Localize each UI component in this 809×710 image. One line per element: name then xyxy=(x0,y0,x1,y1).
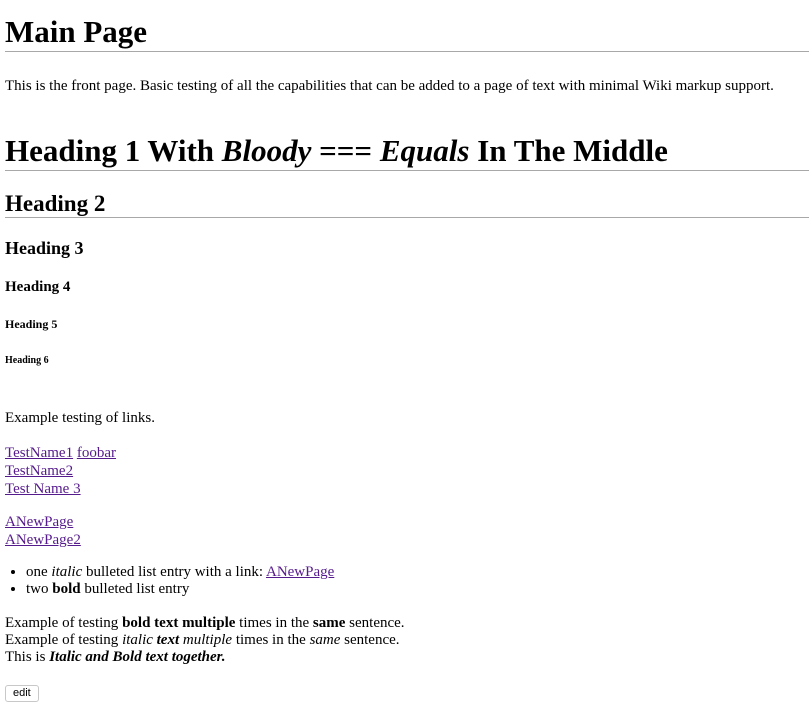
bulleted-list xyxy=(5,564,334,598)
link-block-new-pages xyxy=(5,513,81,549)
list-item-text: one xyxy=(26,564,52,580)
edit-button[interactable]: edit xyxy=(5,685,39,702)
heading-3: Heading 3 xyxy=(5,238,84,258)
heading-1-italic-equals: Equals xyxy=(379,133,470,168)
link-block-test-names xyxy=(5,444,116,498)
heading-5: Heading 5 xyxy=(5,317,58,331)
heading-1-tail: In The Middle xyxy=(469,133,668,168)
heading-4: Heading 4 xyxy=(5,279,71,295)
bold-italic-line xyxy=(5,649,225,665)
heading-1-equals: === xyxy=(311,133,380,168)
list-item-text: bulleted list entry with a link: xyxy=(82,564,266,580)
link-testname1[interactable]: TestName1 xyxy=(5,445,74,461)
italic-line xyxy=(5,632,400,648)
heading-6: Heading 6 xyxy=(5,355,49,366)
page-title: Main Page xyxy=(5,14,809,52)
text: times in the xyxy=(232,632,310,648)
italic-text: italic xyxy=(122,632,153,648)
list-item-link-anewpage[interactable]: ANewPage xyxy=(265,564,335,580)
text: Example of testing xyxy=(5,632,123,648)
text: sentence. xyxy=(345,615,405,631)
list-item-text: two xyxy=(26,581,53,597)
link-testname2[interactable]: TestName2 xyxy=(5,463,74,479)
list-item xyxy=(26,581,334,598)
list-item-text: bulleted list entry xyxy=(80,581,190,597)
bold-line xyxy=(5,615,405,631)
bold-text: same xyxy=(312,615,346,631)
link-test-name-3[interactable]: Test Name 3 xyxy=(5,481,81,497)
list-item xyxy=(26,564,334,581)
text: sentence. xyxy=(340,632,400,648)
link-anewpage[interactable]: ANewPage xyxy=(5,514,74,530)
heading-1-text: Heading 1 With xyxy=(5,133,222,168)
italic-text: multiple xyxy=(182,632,233,648)
bold-italic-text: text xyxy=(156,632,180,648)
heading-2: Heading 2 xyxy=(5,190,809,218)
formatting-paragraph xyxy=(5,615,405,666)
links-intro: Example testing of links. xyxy=(5,410,155,426)
list-item-bold: bold xyxy=(52,581,81,597)
heading-1 xyxy=(5,133,809,171)
list-item-italic: italic xyxy=(51,564,83,580)
link-foobar[interactable]: foobar xyxy=(76,445,116,461)
intro-paragraph: This is the front page. Basic testing of all the capabilities that can be added to a page of text with minimal Wiki markup support. xyxy=(5,78,774,94)
text: Example of testing xyxy=(5,615,123,631)
text: times in the xyxy=(235,615,313,631)
bold-text: bold text multiple xyxy=(122,615,236,631)
text: This is xyxy=(5,649,50,665)
link-anewpage2[interactable]: ANewPage2 xyxy=(5,532,81,548)
italic-text: same xyxy=(309,632,341,648)
heading-1-italic-bloody: Bloody xyxy=(221,133,312,168)
bold-italic-text: Italic and Bold text together. xyxy=(49,649,226,665)
